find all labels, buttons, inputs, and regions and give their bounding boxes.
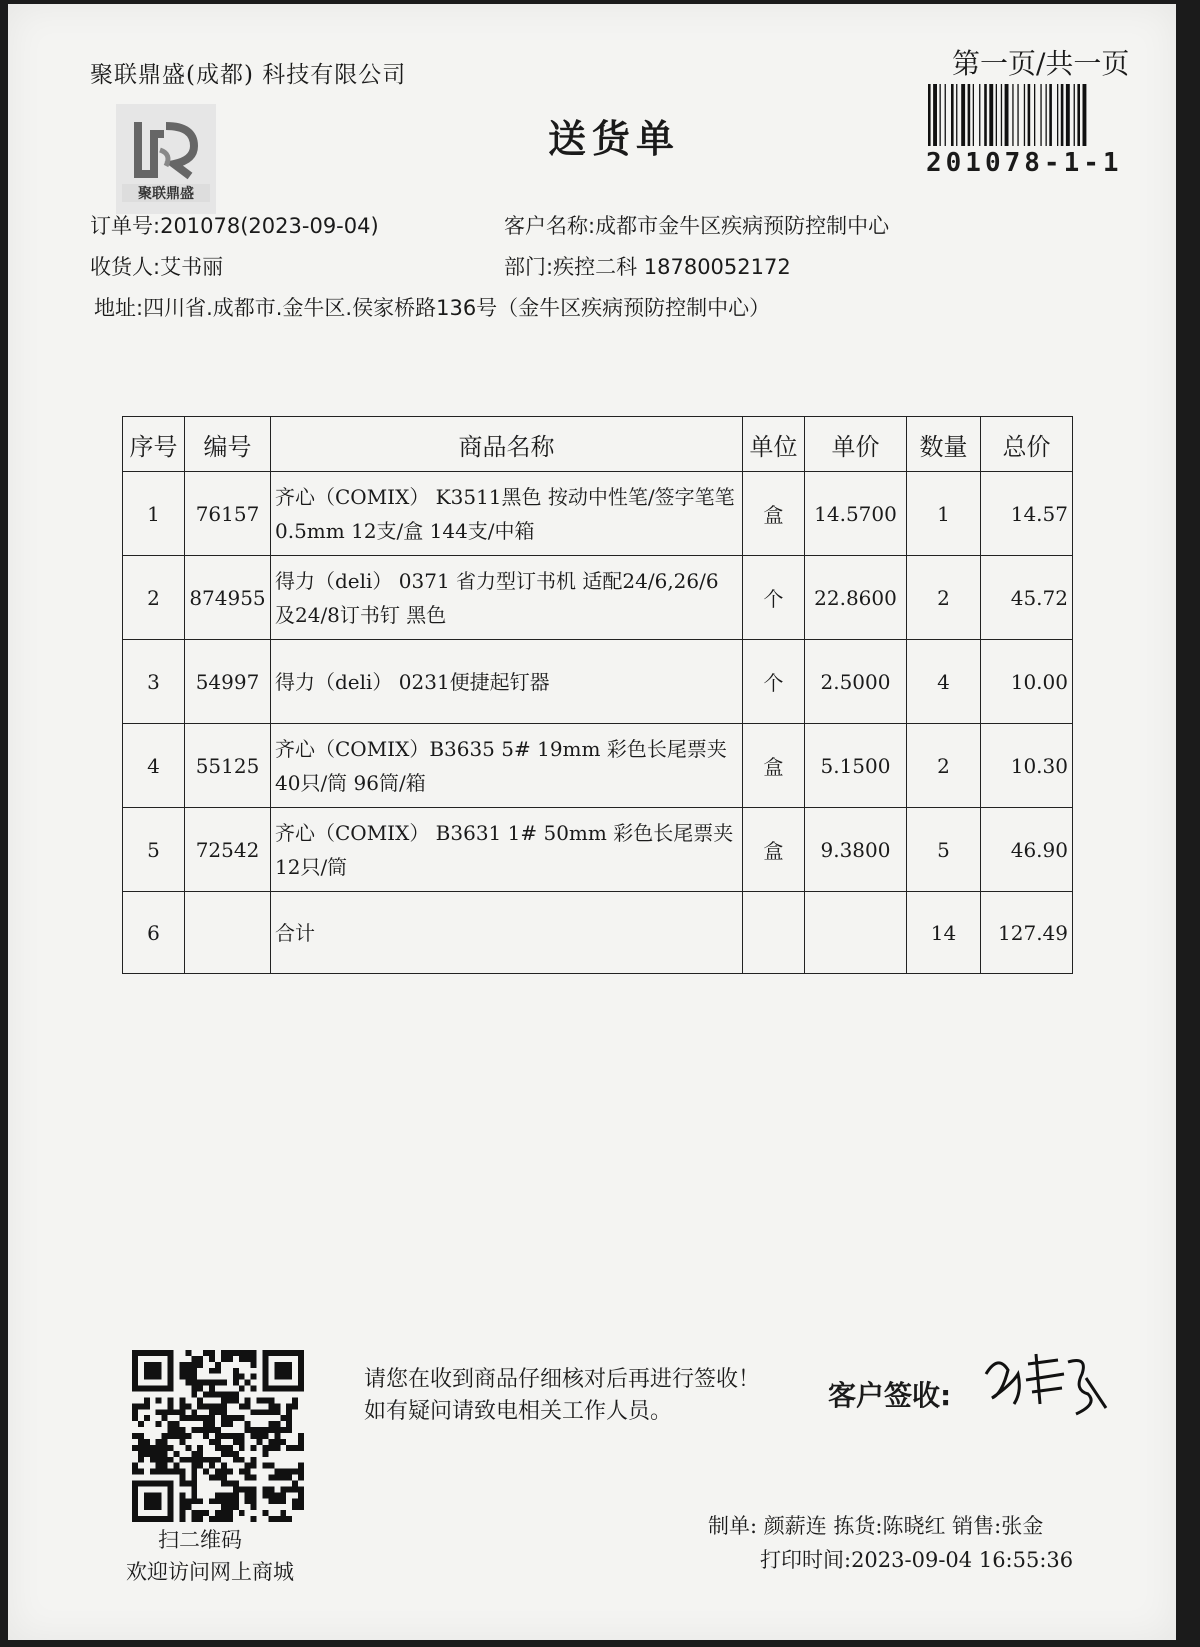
total-row-price-empty bbox=[805, 892, 907, 974]
total-row-unit-empty bbox=[743, 892, 805, 974]
receiver-label: 收货人: bbox=[90, 255, 161, 279]
row-seq: 2 bbox=[123, 556, 185, 640]
row-total: 45.72 bbox=[981, 556, 1073, 640]
table-row bbox=[123, 556, 1073, 640]
delivery-note-paper bbox=[8, 4, 1176, 1640]
row-unit-price: 9.3800 bbox=[805, 808, 907, 892]
row-unit: 个 bbox=[743, 556, 805, 640]
barcode bbox=[926, 84, 1140, 148]
row-unit-price: 5.1500 bbox=[805, 724, 907, 808]
header-unit: 单位 bbox=[743, 417, 805, 472]
row-code: 72542 bbox=[185, 808, 271, 892]
receiver-value: 艾书丽 bbox=[160, 255, 224, 279]
row-code: 874955 bbox=[185, 556, 271, 640]
row-quantity: 4 bbox=[907, 640, 981, 724]
row-quantity: 1 bbox=[907, 472, 981, 556]
total-row-quantity: 14 bbox=[907, 892, 981, 974]
row-unit-price: 22.8600 bbox=[805, 556, 907, 640]
customer-line bbox=[504, 210, 889, 240]
header-seq: 序号 bbox=[123, 417, 185, 472]
row-quantity: 2 bbox=[907, 556, 981, 640]
footer-staff-line: 制单: 颜薪连 拣货:陈晓红 销售:张金 bbox=[708, 1514, 1044, 1538]
order-number-label: 订单号: bbox=[90, 214, 161, 238]
table-row bbox=[123, 472, 1073, 556]
barcode-number: 201078-1-1 bbox=[926, 148, 1123, 178]
header-product-name: 商品名称 bbox=[271, 417, 743, 472]
row-code: 54997 bbox=[185, 640, 271, 724]
header-quantity: 数量 bbox=[907, 417, 981, 472]
row-unit: 盒 bbox=[743, 472, 805, 556]
address-value: 四川省.成都市.金牛区.侯家桥路136号（金牛区疾病预防控制中心） bbox=[143, 296, 771, 320]
page-indicator: 第一页/共一页 bbox=[952, 47, 1130, 80]
row-unit-price: 14.5700 bbox=[805, 472, 907, 556]
row-seq: 3 bbox=[123, 640, 185, 724]
row-seq: 5 bbox=[123, 808, 185, 892]
customer-sign-label: 客户签收: bbox=[828, 1379, 952, 1412]
table-row bbox=[123, 640, 1073, 724]
row-code: 55125 bbox=[185, 724, 271, 808]
row-total: 46.90 bbox=[981, 808, 1073, 892]
order-number-line bbox=[90, 210, 379, 240]
total-row-seq: 6 bbox=[123, 892, 185, 974]
address-line bbox=[94, 292, 770, 322]
document-title: 送货单 bbox=[548, 116, 681, 161]
customer-value: 成都市金牛区疾病预防控制中心 bbox=[595, 214, 890, 238]
footer-print-time: 打印时间:2023-09-04 16:55:36 bbox=[760, 1548, 1074, 1572]
order-number-value: 201078(2023-09-04) bbox=[160, 214, 379, 238]
row-seq: 4 bbox=[123, 724, 185, 808]
row-quantity: 2 bbox=[907, 724, 981, 808]
row-unit: 盒 bbox=[743, 808, 805, 892]
table-row bbox=[123, 724, 1073, 808]
row-product-name: 齐心（COMIX） B3631 1# 50mm 彩色长尾票夹 12只/筒 bbox=[271, 808, 743, 892]
qr-caption-mall: 欢迎访问网上商城 bbox=[126, 1560, 294, 1584]
qr-caption-scan: 扫二维码 bbox=[158, 1528, 242, 1552]
qr-code bbox=[132, 1350, 304, 1522]
row-product-name: 得力（deli） 0231便捷起钉器 bbox=[271, 640, 743, 724]
table-row bbox=[123, 808, 1073, 892]
department-line bbox=[504, 251, 791, 281]
row-product-name: 齐心（COMIX）B3635 5# 19mm 彩色长尾票夹 40只/筒 96筒/箱 bbox=[271, 724, 743, 808]
company-name: 聚联鼎盛(成都) 科技有限公司 bbox=[90, 62, 407, 88]
row-unit: 个 bbox=[743, 640, 805, 724]
header-total: 总价 bbox=[981, 417, 1073, 472]
row-seq: 1 bbox=[123, 472, 185, 556]
customer-signature bbox=[978, 1334, 1118, 1434]
row-product-name: 得力（deli） 0371 省力型订书机 适配24/6,26/6及24/8订书钉 黑色 bbox=[271, 556, 743, 640]
department-label: 部门: bbox=[504, 255, 554, 279]
company-logo bbox=[116, 104, 216, 214]
receiver-line bbox=[90, 251, 223, 281]
notice-text: 请您在收到商品仔细核对后再进行签收！如有疑问请致电相关工作人员。 bbox=[364, 1367, 761, 1424]
row-unit: 盒 bbox=[743, 724, 805, 808]
header-code: 编号 bbox=[185, 417, 271, 472]
items-table bbox=[122, 416, 1073, 974]
row-total: 14.57 bbox=[981, 472, 1073, 556]
row-total: 10.30 bbox=[981, 724, 1073, 808]
row-unit-price: 2.5000 bbox=[805, 640, 907, 724]
address-label: 地址: bbox=[94, 296, 144, 320]
row-quantity: 5 bbox=[907, 808, 981, 892]
department-value: 疾控二科 18780052172 bbox=[553, 255, 791, 279]
table-header-row bbox=[123, 417, 1073, 472]
row-code: 76157 bbox=[185, 472, 271, 556]
total-row-code-empty bbox=[185, 892, 271, 974]
row-total: 10.00 bbox=[981, 640, 1073, 724]
logo-text: 聚联鼎盛 bbox=[138, 186, 194, 202]
header-unit-price: 单价 bbox=[805, 417, 907, 472]
customer-label: 客户名称: bbox=[504, 214, 596, 238]
row-product-name: 齐心（COMIX） K3511黑色 按动中性笔/签字笔笔0.5mm 12支/盒 144支/中箱 bbox=[271, 472, 743, 556]
total-row-total: 127.49 bbox=[981, 892, 1073, 974]
total-row-label: 合计 bbox=[271, 892, 743, 974]
table-total-row bbox=[123, 892, 1073, 974]
